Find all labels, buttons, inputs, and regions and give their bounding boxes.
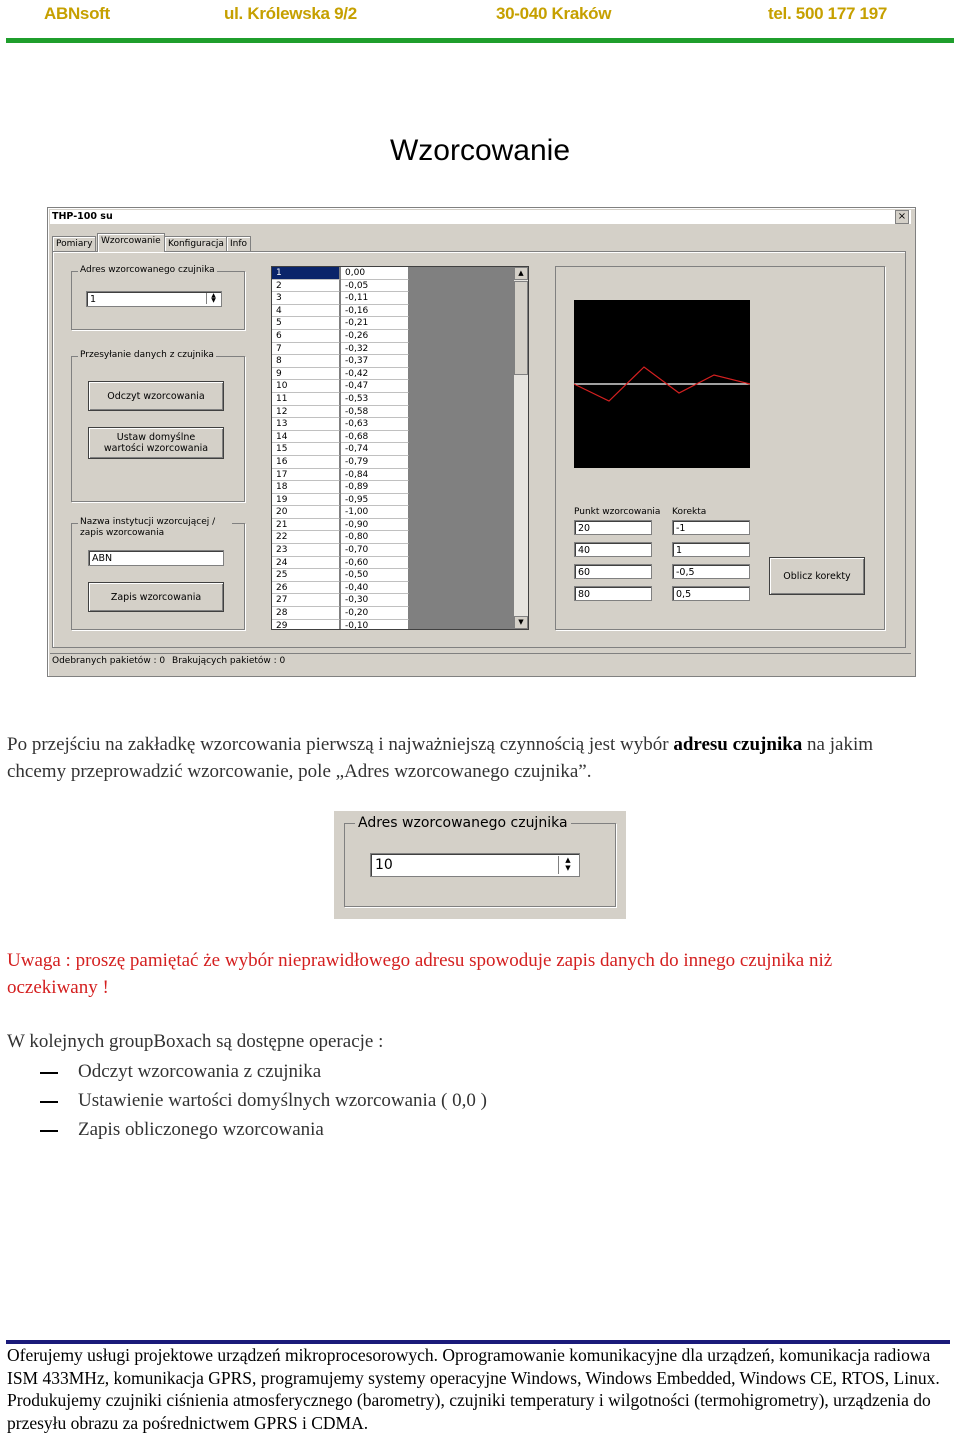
save-calibration-button[interactable]: Zapis wzorcowania	[88, 582, 224, 612]
table-row-index[interactable]: 27	[272, 594, 340, 607]
correction-input-4[interactable]: 0,5	[672, 586, 750, 601]
table-row-value[interactable]: -0,95	[341, 494, 409, 507]
table-row-value[interactable]: -0,10	[341, 620, 409, 630]
table-row-index[interactable]: 11	[272, 393, 340, 406]
table-row-value[interactable]: -0,60	[341, 557, 409, 570]
table-row-value[interactable]: -0,20	[341, 607, 409, 620]
transfer-group-legend: Przesyłanie danych z czujnika	[80, 350, 214, 360]
correction-input-1[interactable]: -1	[672, 520, 750, 535]
table-row-index[interactable]: 18	[272, 481, 340, 494]
table-row-value[interactable]: -0,84	[341, 469, 409, 482]
table-row-value[interactable]: -0,26	[341, 330, 409, 343]
table-row-index[interactable]: 3	[272, 292, 340, 305]
calibration-table[interactable]	[271, 266, 529, 630]
table-row-index[interactable]: 8	[272, 355, 340, 368]
company-street: ul. Królewska 9/2	[224, 4, 357, 23]
table-row-value[interactable]: -1,00	[341, 506, 409, 519]
bullet-dash-2	[40, 1101, 58, 1103]
status-received: Odebranych pakietów : 0	[52, 656, 166, 666]
table-row-index[interactable]: 22	[272, 531, 340, 544]
table-row-index[interactable]: 14	[272, 431, 340, 444]
snippet-group	[344, 815, 616, 907]
institution-input[interactable]: ABN	[88, 550, 224, 566]
table-row-index[interactable]: 16	[272, 456, 340, 469]
table-row-value[interactable]: -0,63	[341, 418, 409, 431]
table-row-value[interactable]: -0,42	[341, 368, 409, 381]
address-group	[71, 265, 245, 330]
operation-item-2: Ustawienie wartości domyślnych wzorcowania ( 0,0 )	[78, 1090, 487, 1111]
intro-text-1: Po przejściu na zakładkę wzorcowania pierwszą i najważniejszą czynnością jest wybór	[7, 734, 674, 755]
table-row-index[interactable]: 9	[272, 368, 340, 381]
table-row-value[interactable]: -0,89	[341, 481, 409, 494]
institution-group-legend: Nazwa instytucji wzorcującej / zapis wzorcowania	[78, 517, 232, 539]
intro-bold: adresu czujnika	[673, 734, 803, 755]
point-input-2[interactable]: 40	[574, 542, 652, 557]
table-row-index[interactable]: 21	[272, 519, 340, 532]
institution-group	[71, 517, 245, 630]
read-calibration-button[interactable]: Odczyt wzorcowania	[88, 381, 224, 411]
table-row-value[interactable]: -0,16	[341, 305, 409, 318]
table-row-index[interactable]: 24	[272, 557, 340, 570]
table-row-index[interactable]: 5	[272, 317, 340, 330]
correction-input-2[interactable]: 1	[672, 542, 750, 557]
table-row-value[interactable]: -0,21	[341, 317, 409, 330]
app-window	[47, 207, 916, 677]
table-row-value[interactable]: -0,47	[341, 380, 409, 393]
point-input-1[interactable]: 20	[574, 520, 652, 535]
calibration-panel	[555, 266, 885, 630]
table-row-value[interactable]: -0,32	[341, 343, 409, 356]
table-row-value[interactable]: -0,80	[341, 531, 409, 544]
company-city: 30-040 Kraków	[496, 4, 612, 23]
table-row-index[interactable]: 29	[272, 620, 340, 630]
operation-item-1: Odczyt wzorcowania z czujnika	[78, 1061, 322, 1082]
address-field-snippet	[334, 811, 626, 919]
correction-plot	[574, 300, 750, 468]
table-row-index[interactable]: 20	[272, 506, 340, 519]
snippet-value: 10	[375, 857, 393, 873]
table-row-value[interactable]: -0,05	[341, 280, 409, 293]
transfer-group	[71, 350, 245, 502]
table-row-index[interactable]: 19	[272, 494, 340, 507]
table-row-index[interactable]: 15	[272, 443, 340, 456]
address-spinbox[interactable]	[86, 291, 222, 307]
table-row-index[interactable]: 4	[272, 305, 340, 318]
compute-corrections-button[interactable]: Oblicz korekty	[769, 557, 865, 595]
status-divider	[50, 653, 911, 654]
table-index-column	[272, 267, 340, 630]
scroll-thumb[interactable]	[514, 281, 528, 375]
tab-pomiary[interactable]: Pomiary	[52, 236, 96, 251]
table-row-value[interactable]: -0,70	[341, 544, 409, 557]
tab-page-wzorcowanie	[52, 251, 906, 648]
operations-intro: W kolejnych groupBoxach są dostępne operacje :	[7, 1031, 384, 1052]
warning-text: Uwaga : proszę pamiętać że wybór nieprawidłowego adresu spowoduje zapis danych do innego czujnika niż oczekiwany !	[7, 950, 833, 998]
window-titlebar	[50, 210, 911, 224]
table-row-value[interactable]: -0,53	[341, 393, 409, 406]
intro-text-2: na jakim chcemy przeprowadzić wzorcowanie, pole „Adres wzorcowanego czujnika”.	[7, 734, 873, 782]
company-name: ABNsoft	[44, 4, 110, 23]
table-row-index[interactable]: 12	[272, 406, 340, 419]
scroll-down-icon[interactable]: ▼	[514, 616, 528, 629]
address-value: 1	[90, 294, 97, 305]
tab-wzorcowanie[interactable]: Wzorcowanie	[97, 233, 165, 252]
snippet-spinbox[interactable]	[370, 853, 580, 877]
table-row-value[interactable]: -0,90	[341, 519, 409, 532]
intro-paragraph	[7, 731, 917, 785]
table-row-value[interactable]: -0,40	[341, 582, 409, 595]
table-row-value[interactable]: -0,30	[341, 594, 409, 607]
table-row-value[interactable]: -0,79	[341, 456, 409, 469]
address-group-legend: Adres wzorcowanego czujnika	[80, 265, 215, 275]
table-scrollbar[interactable]	[513, 267, 528, 629]
header-divider	[6, 38, 954, 43]
point-column-label: Punkt wzorcowania	[574, 507, 661, 517]
table-row-index[interactable]: 13	[272, 418, 340, 431]
table-value-column	[341, 267, 409, 630]
table-row-value[interactable]: -0,50	[341, 569, 409, 582]
operation-item-3: Zapis obliczonego wzorcowania	[78, 1119, 324, 1140]
table-row-value[interactable]: 0,00	[341, 267, 409, 280]
table-row-value[interactable]: -0,37	[341, 355, 409, 368]
bullet-dash-3	[40, 1130, 58, 1132]
tab-konfiguracja[interactable]: Konfiguracja	[164, 236, 228, 251]
correction-column-label: Korekta	[672, 507, 707, 517]
table-row-index[interactable]: 1	[272, 267, 340, 280]
tab-info[interactable]: Info	[226, 236, 251, 251]
table-row-value[interactable]: -0,74	[341, 443, 409, 456]
table-row-index[interactable]: 26	[272, 582, 340, 595]
scroll-up-icon[interactable]: ▲	[514, 267, 528, 280]
company-phone: tel. 500 177 197	[768, 4, 888, 23]
status-missing: Brakujących pakietów : 0	[172, 656, 286, 666]
point-input-4[interactable]: 80	[574, 586, 652, 601]
table-row-index[interactable]: 28	[272, 607, 340, 620]
table-row-index[interactable]: 10	[272, 380, 340, 393]
table-row-index[interactable]: 25	[272, 569, 340, 582]
table-row-index[interactable]: 2	[272, 280, 340, 293]
default-calibration-button[interactable]: Ustaw domyślne wartości wzorcowania	[88, 427, 224, 459]
point-input-3[interactable]: 60	[574, 564, 652, 579]
spin-arrows-icon[interactable]: ▲ ▼	[206, 293, 220, 304]
table-row-index[interactable]: 7	[272, 343, 340, 356]
bullet-dash-1	[40, 1072, 58, 1074]
company-header	[0, 0, 960, 46]
footer-text: Oferujemy usługi projektowe urządzeń mikroprocesorowych. Oprogramowanie komunikacyjne dla urządzeń, komunikacja radiowa ISM 433MHz, komunikacja GPRS, programujemy systemy operacyjne Windows, Windows Embedded, Windows CE, RTOS, Linux. Produkujemy czujniki ciśnienia atmosferycznego (barometry), czujniki temperatury i wilgotności (termohigrometry), urządzenia do przesyłu obrazu za pośrednictwem GPRS i CDMA.	[7, 1345, 940, 1433]
snippet-legend: Adres wzorcowanego czujnika	[355, 815, 571, 831]
table-row-value[interactable]: -0,58	[341, 406, 409, 419]
snippet-spin-icon[interactable]: ▲ ▼	[558, 856, 577, 874]
window-title: THP-100 su	[52, 211, 113, 222]
correction-input-3[interactable]: -0,5	[672, 564, 750, 579]
close-icon[interactable]: ×	[895, 210, 909, 224]
table-row-value[interactable]: -0,68	[341, 431, 409, 444]
table-row-value[interactable]: -0,11	[341, 292, 409, 305]
table-row-index[interactable]: 6	[272, 330, 340, 343]
table-row-index[interactable]: 23	[272, 544, 340, 557]
status-bar	[52, 656, 289, 666]
table-row-index[interactable]: 17	[272, 469, 340, 482]
page-title: Wzorcowanie	[389, 134, 571, 167]
